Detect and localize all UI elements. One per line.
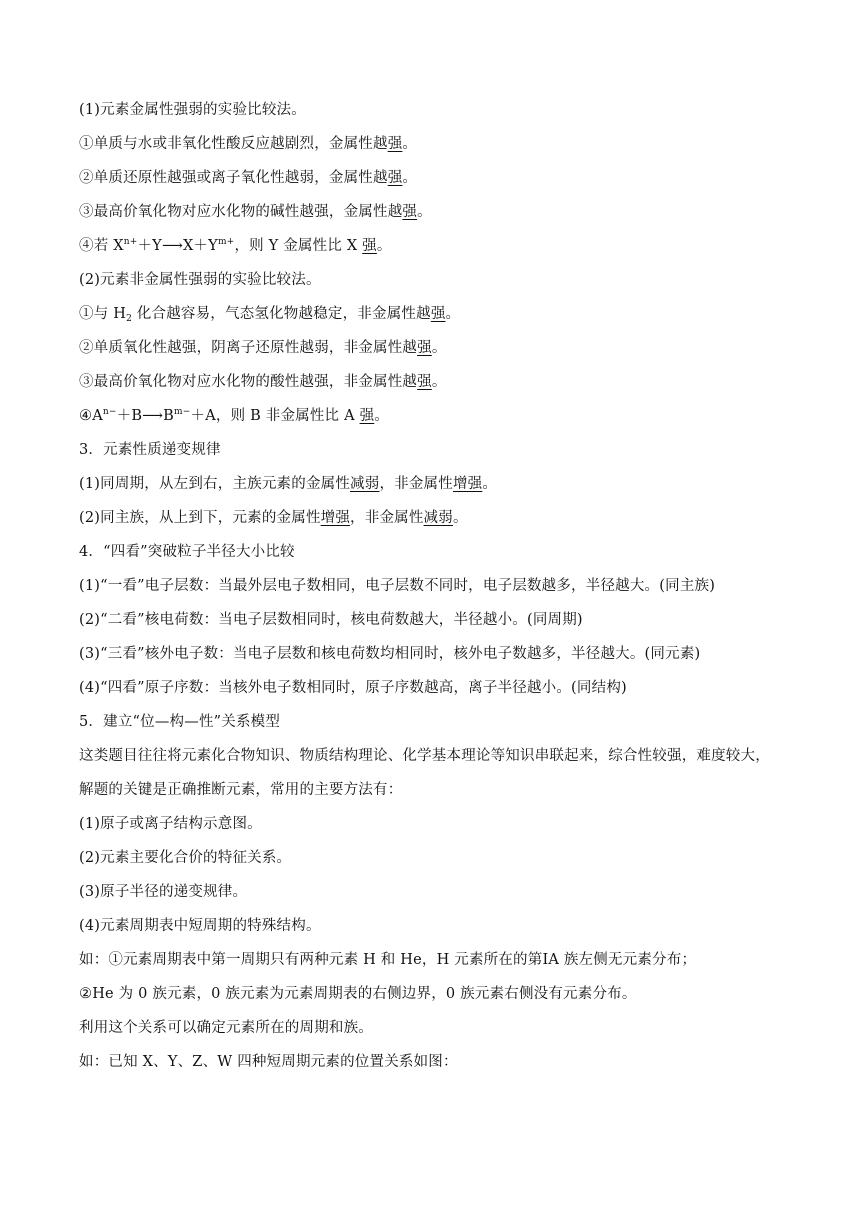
- text-run: ③最高价氧化物对应水化物的酸性越强，非金属性越: [79, 374, 418, 390]
- text-run: ，非金属性: [350, 510, 424, 526]
- text-line: [79, 406, 389, 426]
- text-run: (1)原子或离子结构示意图。: [79, 816, 262, 832]
- text-run: (4)“四看”原子序数：当核外电子数相同时，原子序数越高，离子半径越小。(同结构): [79, 680, 627, 696]
- underlined-answer: 强: [362, 238, 377, 254]
- text-line: [79, 270, 321, 290]
- text-run: 。: [402, 136, 418, 152]
- text-line: [79, 474, 497, 494]
- underlined-answer: 强: [430, 306, 446, 322]
- text-run: 如：已知 X、Y、Z、W 四种短周期元素的位置关系如图：: [79, 1054, 458, 1070]
- text-run: (2)同主族，从上到下，元素的金属性: [79, 510, 321, 526]
- text-line: [79, 916, 321, 936]
- text-line: [79, 780, 402, 800]
- underlined-answer: 强: [417, 374, 432, 390]
- text-run: (3)“三看”核外电子数：当电子层数和核电荷数均相同时，核外电子数越多，半径越大。(同元素): [79, 646, 701, 662]
- text-run: ①单质与水或非氧化性酸反应越剧烈，金属性越: [79, 136, 388, 152]
- superscript: m+: [217, 237, 235, 247]
- text-line: [79, 202, 432, 222]
- underlined-answer: 强: [417, 340, 432, 356]
- text-run: 解题的关键是正确推断元素，常用的主要方法有：: [79, 782, 403, 798]
- text-run: ＋A，则 B 非金属性比 A: [190, 408, 360, 424]
- text-run: (2)元素主要化合价的特征关系。: [79, 850, 292, 866]
- text-line: [79, 440, 221, 460]
- text-line: [79, 1052, 458, 1072]
- text-run: ②He 为 0 族元素，0 族元素为元素周期表的右侧边界，0 族元素右侧没有元素分布。: [79, 986, 637, 1002]
- text-run: ＋Y⟶X＋Y: [137, 238, 218, 254]
- text-run: ③最高价氧化物对应水化物的碱性越强，金属性越: [79, 204, 403, 220]
- text-line: [79, 712, 280, 732]
- text-line: [79, 542, 295, 562]
- text-run: ②单质还原性越强或离子氧化性越弱，金属性越: [79, 170, 388, 186]
- underlined-answer: 减弱: [350, 476, 380, 492]
- text-line: [79, 304, 460, 324]
- text-run: ＋B⟶B: [116, 408, 175, 424]
- text-line: [79, 576, 715, 596]
- text-run: (3)原子半径的递变规律。: [79, 884, 248, 900]
- text-run: ，则 Y 金属性比 X: [234, 238, 363, 254]
- text-run: (1)同周期，从左到右，主族元素的金属性: [79, 476, 351, 492]
- text-run: ，非金属性: [379, 476, 453, 492]
- text-run: 。: [452, 510, 468, 526]
- text-line: [79, 746, 770, 766]
- text-line: [79, 1018, 373, 1038]
- text-run: 利用这个关系可以确定元素所在的周期和族。: [79, 1020, 373, 1036]
- text-run: ①与 H: [79, 306, 127, 322]
- underlined-answer: 增强: [452, 476, 483, 492]
- text-line: [79, 508, 468, 528]
- superscript: n+: [123, 237, 138, 247]
- underlined-answer: 强: [387, 170, 403, 186]
- underlined-answer: 减弱: [423, 510, 453, 526]
- text-line: [79, 338, 447, 358]
- text-run: 。: [374, 408, 389, 424]
- text-run: (2)“二看”核电荷数：当电子层数相同时，核电荷数越大，半径越小。(同周期): [79, 612, 583, 628]
- text-run: 化合越容易，气态氢化物越稳定，非金属性越: [132, 306, 431, 322]
- text-line: [79, 100, 306, 120]
- text-run: ②单质氧化性越强，阴离子还原性越弱，非金属性越: [79, 340, 418, 356]
- text-line: [79, 236, 392, 256]
- text-line: [79, 848, 291, 868]
- text-line: [79, 950, 696, 970]
- underlined-answer: 增强: [320, 510, 351, 526]
- text-run: 3．元素性质递变规律: [79, 442, 221, 458]
- text-run: (1)“一看”电子层数：当最外层电子数相同，电子层数不同时，电子层数越多，半径越大。(同主族): [79, 578, 716, 594]
- text-line: [79, 678, 627, 698]
- underlined-answer: 强: [402, 204, 418, 220]
- text-run: 这类题目往往将元素化合物知识、物质结构理论、化学基本理论等知识串联起来，综合性较强，难度较大，: [79, 748, 770, 764]
- text-run: 如：①元素周期表中第一周期只有两种元素 H 和 He，H 元素所在的第ⅠA 族左侧无元素分布；: [79, 952, 697, 968]
- text-run: 。: [417, 204, 432, 220]
- subscript: 2: [126, 314, 132, 324]
- text-run: 。: [431, 374, 447, 390]
- text-run: 。: [431, 340, 447, 356]
- text-line: [79, 984, 637, 1004]
- text-line: [79, 814, 262, 834]
- text-run: 。: [445, 306, 461, 322]
- text-line: [79, 882, 247, 902]
- text-run: (1)元素金属性强弱的实验比较法。: [79, 102, 306, 118]
- text-run: 4．“四看”突破粒子半径大小比较: [79, 544, 295, 560]
- text-run: 5．建立“位—构—性”关系模型: [79, 714, 281, 730]
- text-run: (2)元素非金属性强弱的实验比较法。: [79, 272, 321, 288]
- text-line: [79, 134, 417, 154]
- underlined-answer: 强: [387, 136, 403, 152]
- text-run: 。: [376, 238, 392, 254]
- text-line: [79, 372, 447, 392]
- text-line: [79, 168, 417, 188]
- text-run: (4)元素周期表中短周期的特殊结构。: [79, 918, 321, 934]
- text-run: 。: [482, 476, 498, 492]
- text-line: [79, 644, 700, 664]
- text-run: 。: [402, 170, 418, 186]
- text-line: [79, 610, 583, 630]
- superscript: n−: [102, 407, 117, 417]
- text-run: ④A: [79, 408, 103, 424]
- underlined-answer: 强: [359, 408, 375, 424]
- text-run: ④若 X: [79, 238, 124, 254]
- superscript: m−: [174, 407, 191, 417]
